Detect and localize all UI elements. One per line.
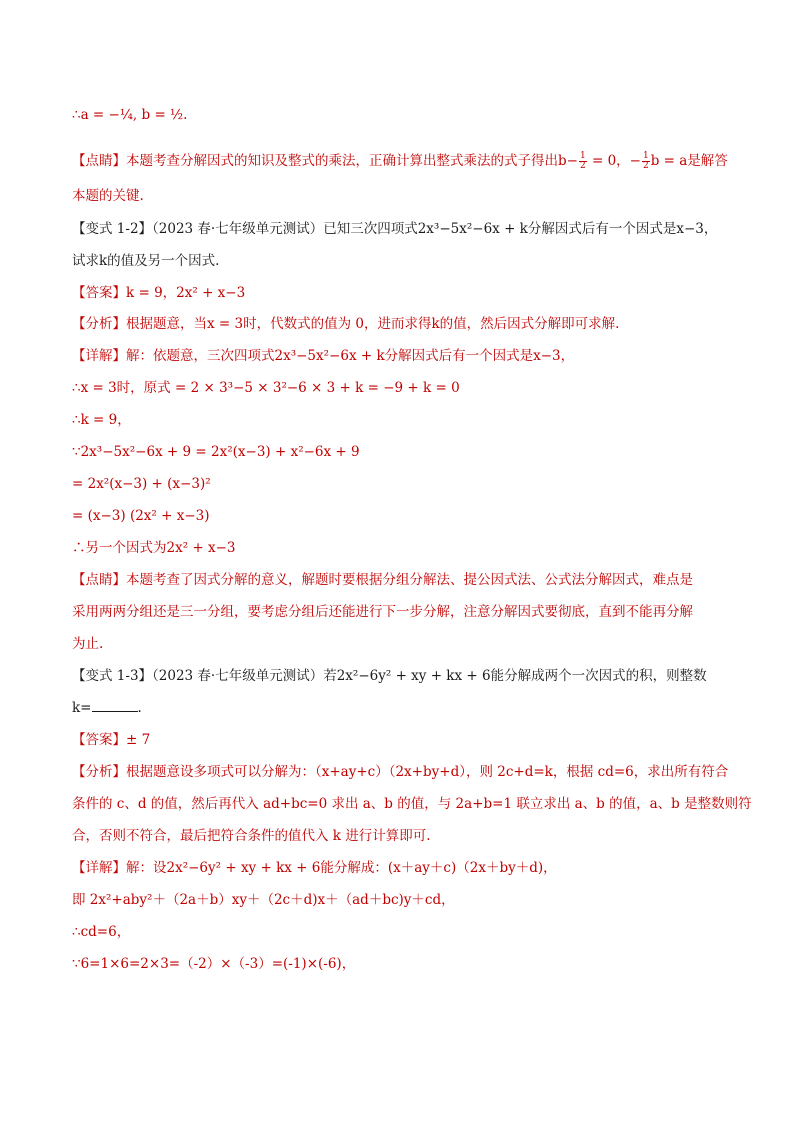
variant-tag: 【变式 1-2】 [72, 221, 153, 237]
analysis-2-line-3: 合，否则不符合，最后把符合条件的值代入 k 进行计算即可. [72, 828, 431, 844]
insight-paragraph-line-1 [72, 151, 732, 171]
analysis-2-line-1 [72, 762, 732, 782]
solution-result-line [72, 105, 732, 125]
insight-2-line-2: 采用两两分组还是三一分组，要考虑分组后还能进行下一步分解，注意分解因式要彻底，直到不能再分解 [72, 604, 693, 620]
detail-line-6: = (x−3) (2x² + x−3) [72, 508, 210, 524]
insight-tag: 【点睛】 [72, 572, 126, 588]
detail-line-5: = 2x²(x−3) + (x−3)² [72, 476, 211, 492]
detail-line-3: ∴k = 9， [72, 412, 131, 428]
fraction-one-half-b [642, 152, 650, 171]
answer-tag: 【答案】 [72, 732, 126, 748]
insight-text-b: = 0，− [587, 153, 641, 169]
variant-text: （2023 春·七年级单元测试）若2x²−6y² + xy + kx + 6能分解成两个一次因式的积，则整数 [152, 668, 707, 684]
fraction-numerator: 1 [579, 151, 586, 161]
fraction-numerator: 1 [642, 151, 649, 161]
analysis-2-line-2: 条件的 c、d 的值，然后再代入 ad+bc=0 求出 a、b 的值，与 2a+b=1 联立求出 a、b 的值，a、b 是整数则符 [72, 796, 752, 812]
detail-line-2: ∴x = 3时，原式 = 2 × 3³−5 × 3²−6 × 3 + k = −9 + k = 0 [72, 380, 460, 396]
detail-text: 解：设2x²−6y² + xy + kx + 6能分解成：(x＋ay＋c)（2x＋by＋d)， [126, 860, 557, 876]
analysis-text: 根据题意，当x = 3时，代数式的值为 0，进而求得k的值，然后因式分解即可求解. [126, 316, 620, 332]
insight-2-line-3: 为止. [72, 636, 104, 652]
variant-1-3-line-1 [72, 666, 732, 686]
detail-tag: 【详解】 [72, 860, 126, 876]
insight-2-line-1 [72, 570, 732, 590]
k-label: k= [72, 700, 92, 716]
detail-line-7: ∴另一个因式为2x² + x−3 [72, 540, 236, 556]
answer-2-line [72, 730, 732, 750]
analysis-tag: 【分析】 [72, 764, 126, 780]
result-text: ∴a = −¼, b = ½. [72, 107, 188, 123]
insight-text: 本题考查了因式分解的意义，解题时要根据分组分解法、提公因式法、公式法分解因式，难点是 [126, 572, 693, 588]
variant-1-3-line-2 [72, 698, 732, 718]
analysis-line [72, 314, 732, 334]
variant-1-2-line-2: 试求k的值及另一个因式. [72, 253, 220, 269]
insight-text-c: b = a是解答 [650, 153, 728, 169]
insight-text-a: 本题考查分解因式的知识及整式的乘法，正确计算出整式乘法的式子得出b− [126, 153, 578, 169]
answer-tag: 【答案】 [72, 285, 126, 301]
fraction-denominator: 2 [579, 161, 586, 171]
detail-tag: 【详解】 [72, 348, 126, 364]
detail-line-1 [72, 346, 732, 366]
fraction-denominator: 2 [642, 161, 649, 171]
fraction-one-half-a [579, 152, 587, 171]
detail-text: 解：依题意，三次四项式2x³−5x²−6x + k分解因式后有一个因式是x−3， [126, 348, 575, 364]
variant-1-2-line-1 [72, 219, 732, 239]
answer-text: k = 9，2x² + x−3 [126, 285, 246, 301]
analysis-text: 根据题意设多项式可以分解为：（x+ay+c）（2x+by+d），则 2c+d=k，根据 cd=6，求出所有符合 [126, 764, 729, 780]
detail-2-line-4: ∵6=1×6=2×3=（-2）×（-3）=(-1)×(-6)， [72, 956, 356, 972]
answer-blank [92, 699, 138, 712]
insight-tag: 【点睛】 [72, 153, 126, 169]
detail-2-line-1 [72, 858, 732, 878]
answer-text: ± 7 [126, 732, 151, 748]
answer-line [72, 283, 732, 303]
detail-2-line-3: ∴cd=6， [72, 924, 131, 940]
variant-tag: 【变式 1-3】 [72, 668, 153, 684]
analysis-tag: 【分析】 [72, 316, 126, 332]
variant-text: （2023 春·七年级单元测试）已知三次四项式2x³−5x²−6x + k分解因式后有一个因式是x−3， [152, 221, 718, 237]
period: . [137, 700, 142, 716]
insight-paragraph-line-2: 本题的关键. [72, 188, 144, 204]
detail-line-4: ∵2x³−5x²−6x + 9 = 2x²(x−3) + x²−6x + 9 [72, 444, 360, 460]
detail-2-line-2: 即 2x²+aby²＋（2a＋b）xy＋（2c＋d)x＋（ad＋bc)y＋cd， [72, 892, 455, 908]
